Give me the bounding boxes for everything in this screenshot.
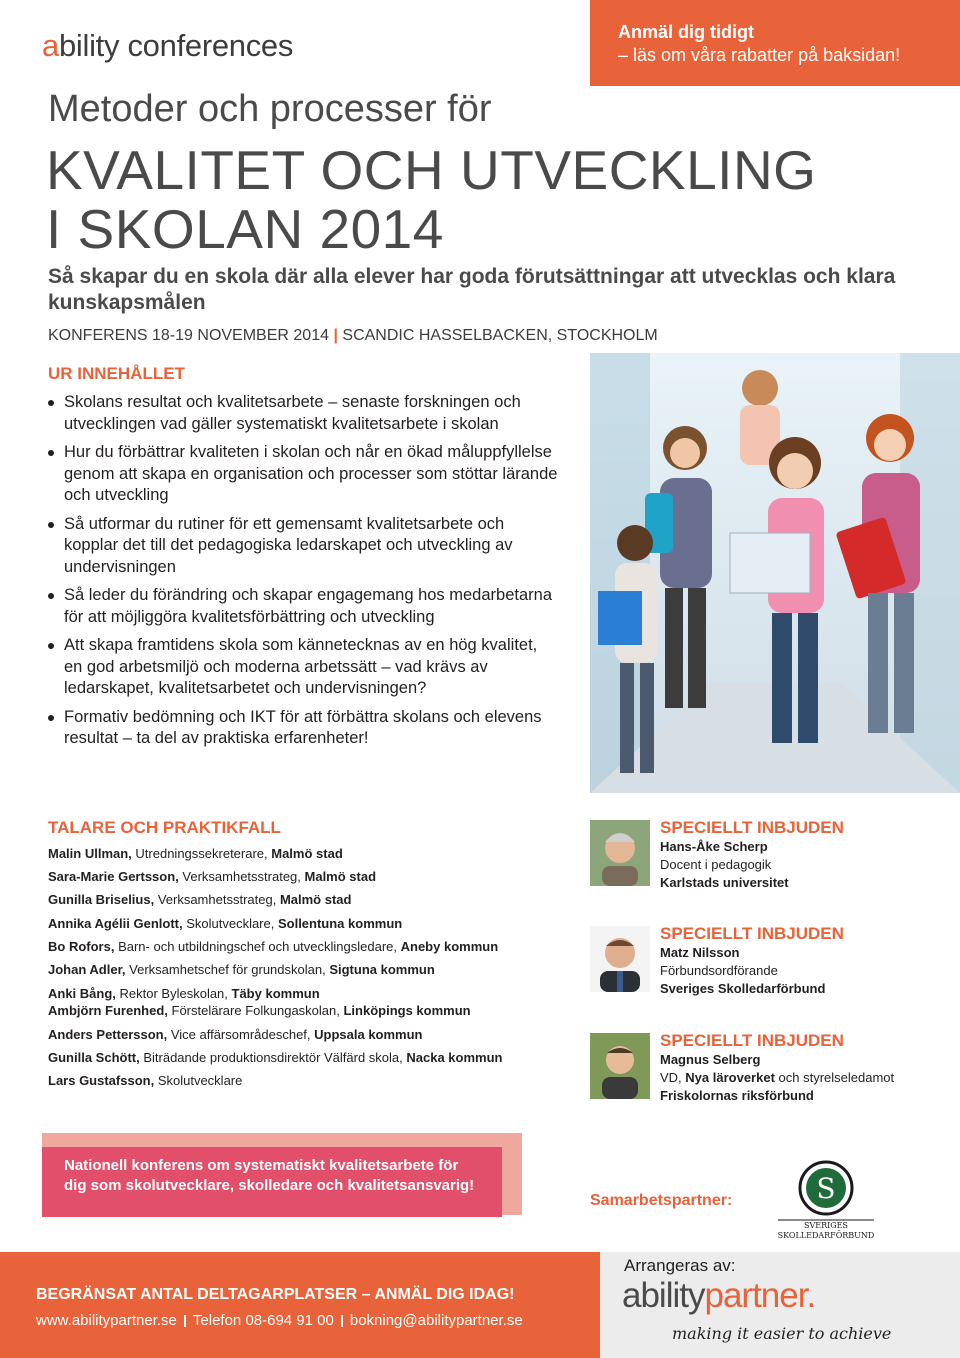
speaker-row: Ambjörn Furenhed, Förstelärare Folkungaskolan, Linköpings kommun: [48, 1003, 471, 1018]
list-item: Så leder du förändring och skapar engagemang hos medarbetarna för att möjliggöra kvalitetsförbättring och utveckling: [48, 585, 558, 628]
invited-org: Friskolornas riksförbund: [660, 1088, 814, 1103]
brand-name: bility conferences: [58, 28, 294, 63]
invited-name: Magnus Selberg: [660, 1052, 761, 1067]
list-item: Så utformar du rutiner för ett gemensamt kvalitetsarbete och kopplar det till det pedagogiska ledarskapet och utveckling av undervisningen: [48, 514, 558, 579]
subtitle: Så skapar du en skola där alla elever har goda förutsättningar att utvecklas och klara kunskapsmålen: [48, 265, 896, 314]
conference-info: [48, 327, 658, 345]
website-link[interactable]: www.abilitypartner.se: [36, 1312, 177, 1329]
speaker-row: Sara-Marie Gertsson, Verksamhetsstrateg, Malmö stad: [48, 869, 377, 884]
skolledarforbund-logo[interactable]: [770, 1160, 882, 1242]
early-signup-banner[interactable]: [590, 0, 960, 86]
students-illustration: [590, 353, 960, 793]
list-item: Att skapa framtidens skola som kännetecknas av en hög kvalitet, en god arbetsmiljö och moderna arbetssätt – vad krävs av ledarskapet, kvalitetsarbetet och undervisningen?: [48, 635, 558, 700]
portrait-matz-nilsson: [590, 926, 650, 992]
invited-name: Matz Nilsson: [660, 945, 740, 960]
bullet-icon: [48, 593, 54, 599]
conference-separator: |: [333, 327, 338, 344]
arranger-label: Arrangeras av:: [624, 1256, 736, 1275]
invited-title: VD, Nya läroverket och styrelseledamot: [660, 1070, 895, 1085]
brand-logo: [42, 28, 293, 64]
conference-dates: KONFERENS 18-19 NOVEMBER 2014: [48, 327, 329, 344]
invited-title: Förbundsordförande: [660, 963, 778, 978]
contents-heading: UR INNEHÅLLET: [48, 364, 185, 383]
list-item: Skolans resultat och kvalitetsarbete – senaste forskningen och utvecklingen vad gäller systematiskt kvalitetsarbete i skolan: [48, 392, 558, 435]
speakers-heading: TALARE OCH PRAKTIKFALL: [48, 818, 281, 837]
promo-subline: – läs om våra rabatter på baksidan!: [618, 45, 901, 65]
portrait-magnus-selberg: [590, 1033, 650, 1099]
pre-title: Metoder och processer för: [48, 88, 492, 130]
speaker-row: Anki Bång, Rektor Byleskolan, Täby kommun: [48, 986, 320, 1001]
speaker-row: Anders Pettersson, Vice affärsområdeschef, Uppsala kommun: [48, 1027, 423, 1042]
invited-heading: SPECIELLT INBJUDEN: [660, 1031, 844, 1050]
invited-org: Sveriges Skolledarförbund: [660, 981, 826, 996]
list-item: Hur du förbättrar kvaliteten i skolan och når en ökad måluppfyllelse genom att skapa en organisation och processer som stöttar lärande och utveckling: [48, 442, 558, 507]
invited-heading: SPECIELLT INBJUDEN: [660, 818, 844, 837]
invited-title: Docent i pedagogik: [660, 857, 772, 872]
arranger-tagline: making it easier to achieve: [672, 1324, 892, 1343]
speaker-row: Malin Ullman, Utredningssekreterare, Malmö stad: [48, 846, 343, 861]
partner-logo-line1: SVERIGES: [804, 1221, 848, 1230]
bullet-icon: [48, 450, 54, 456]
speaker-row: Lars Gustafsson, Skolutvecklare: [48, 1073, 243, 1088]
portrait-hans-ake-scherp: [590, 820, 650, 886]
conference-venue: SCANDIC HASSELBACKEN, STOCKHOLM: [342, 327, 658, 344]
main-title-line2: I SKOLAN 2014: [46, 198, 444, 260]
invited-name: Hans-Åke Scherp: [660, 839, 768, 854]
portrait-image: [590, 926, 650, 992]
footer-bar: [0, 1252, 600, 1358]
speaker-row: Gunilla Schött, Biträdande produktionsdirektör Välfärd skola, Nacka kommun: [48, 1050, 503, 1065]
partner-logo-image: [770, 1160, 882, 1242]
list-item: Formativ bedömning och IKT för att förbättra skolans och elevens resultat – ta del av praktiska erfarenheter!: [48, 707, 558, 750]
phone-number[interactable]: Telefon 08-694 91 00: [192, 1312, 334, 1329]
partner-logo-letter: S: [816, 1172, 836, 1205]
contents-list: [48, 392, 558, 757]
bullet-icon: [48, 522, 54, 528]
speaker-row: Annika Agélii Genlott, Skolutvecklare, Sollentuna kommun: [48, 916, 403, 931]
abilitypartner-logo[interactable]: abilitypartner.: [622, 1276, 816, 1315]
contact-info: [36, 1312, 523, 1329]
speaker-row: Bo Rofors, Barn- och utbildningschef och utvecklingsledare, Aneby kommun: [48, 939, 499, 954]
students-photo: [590, 353, 960, 793]
speaker-row: Johan Adler, Verksamhetschef för grundskolan, Sigtuna kommun: [48, 962, 435, 977]
brand-accent: a: [42, 28, 59, 63]
divider: [341, 1315, 343, 1327]
main-title-line1: KVALITET OCH UTVECKLING: [46, 139, 817, 201]
partner-logo-line2: SKOLLEDARFÖRBUND: [777, 1231, 875, 1240]
portrait-image: [590, 820, 650, 886]
promo-headline: Anmäl dig tidigt: [618, 22, 754, 42]
divider: [184, 1315, 186, 1327]
signup-cta[interactable]: BEGRÄNSAT ANTAL DELTAGARPLATSER – ANMÄL DIG IDAG!: [36, 1286, 515, 1303]
email-link[interactable]: bokning@abilitypartner.se: [349, 1312, 523, 1329]
promo-box-text: Nationell konferens om systematiskt kvalitetsarbete för dig som skolutvecklare, skolledare och kvalitetsansvarig!: [64, 1157, 475, 1194]
partner-label: Samarbetspartner:: [590, 1192, 733, 1209]
invited-org: Karlstads universitet: [660, 875, 789, 890]
speaker-row: Gunilla Briselius, Verksamhetsstrateg, Malmö stad: [48, 892, 352, 907]
bullet-icon: [48, 643, 54, 649]
bullet-icon: [48, 400, 54, 406]
portrait-image: [590, 1033, 650, 1099]
invited-heading: SPECIELLT INBJUDEN: [660, 924, 844, 943]
arranger-panel: [600, 1252, 960, 1358]
bullet-icon: [48, 715, 54, 721]
national-conference-box: [42, 1133, 522, 1215]
